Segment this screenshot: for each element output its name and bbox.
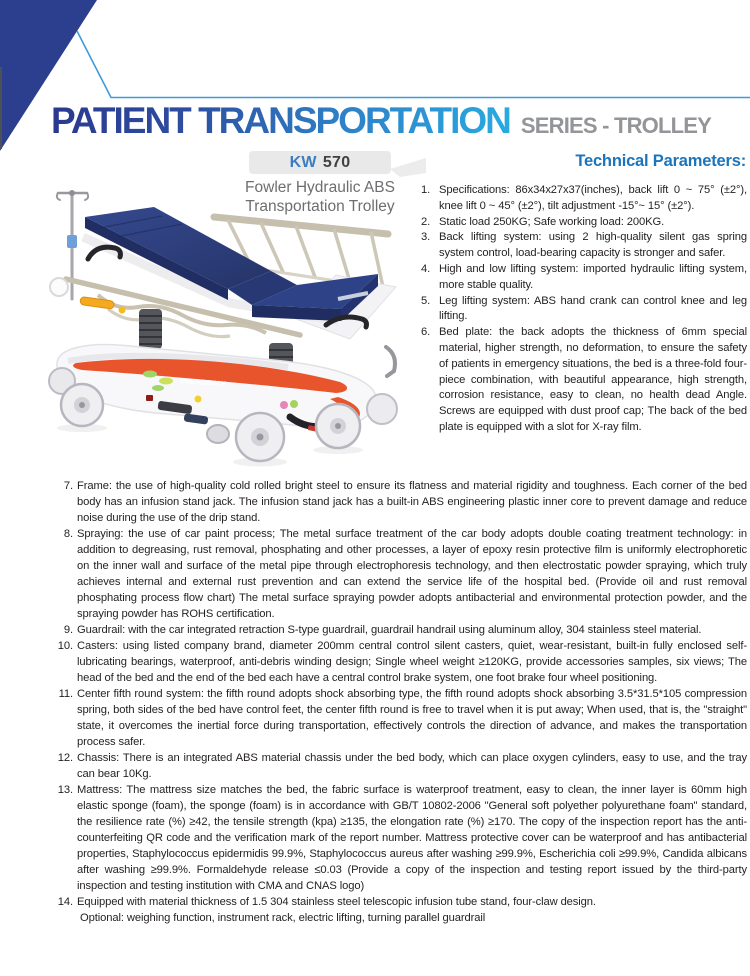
item-text: Bed plate: the back adopts the thickness of 6mm special material, higher strength, no deformation, to ensure the safety of patients in emergency situations, the bed is a three-fold four-piece combination, with beautiful appearance, high strength, corrosion resistance, easy to clean, no health dead Angle. Screws are equipped with dust proof cap; The back of the bed plate is equipped with a slot for X-ray film. [439,326,747,433]
product-name [210,178,430,216]
item-text: Static load 250KG; Safe working load: 200KG. [439,215,665,228]
item-text: Spraying: the use of car paint process; The metal surface treatment of the car body adopts double coating treatment technology: in addition to degreasing, rust removal, phosphating and other processes, a layer of epoxy resin protective film is uniformly electrophoretic on the inner wall and surface of the metal pipe through electrophoresis technology, and then electrostatic powder spraying, which truly achieves internal and external rust prevention and can extend the service life of the hospital bed. (Provide oil and rust removal phosphating process flow chart) The metal surface spraying powder adopts antibacterial and environmental protection powder, and the spraying powder has ROHS certification. [77,528,747,620]
item-number: 12. [57,752,73,764]
item-text: High and low lifting system: imported hydraulic lifting system, more stable quality. [439,262,747,291]
item-number: 2. [421,215,431,228]
tech-parameters-list [421,183,747,436]
item-number: 14. [57,896,73,908]
specifications-list [53,478,747,926]
item-text: Equipped with material thickness of 1.5 304 stainless steel telescopic infusion tube stand, four-claw design. [77,896,596,908]
item-text: Leg lifting system: ABS hand crank can control knee and leg lifting. [439,294,747,323]
spec-item-14 [53,894,747,926]
spec-item-12 [53,750,747,782]
model-number: 570 [322,153,351,171]
spec-item-8 [53,526,747,622]
tech-item-5 [421,294,747,326]
item-number: 7. [63,480,73,492]
item-number: 3. [421,231,431,244]
tech-item-2 [421,215,747,231]
item-number: 5. [421,294,431,307]
spec-item-13 [53,782,747,894]
header-accent-line [0,0,750,110]
item-number: 6. [421,326,431,339]
spec-item-9 [53,622,747,638]
item-text: Specifications: 86x34x27x37(inches), back lift 0 ~ 75° (±2°), knee lift 0 ~ 45° (±2°), tilt adjustment -15°~ 15° (±2°). [439,184,747,212]
tech-item-6 [421,325,747,436]
title-main: PATIENT TRANSPORTATION [51,100,510,141]
item-text: Guardrail: with the car integrated retraction S-type guardrail, guardrail handrail using aluminum alloy, 304 stainless steel material. [77,624,702,636]
corner-bumper [50,278,68,296]
product-name-line1: Fowler Hydraulic ABS [245,179,395,196]
item-number: 1. [421,184,431,196]
tech-parameters-heading: Technical Parameters: [575,152,746,170]
item-text: Frame: the use of high-quality cold rolled bright steel to ensure its flatness and material rigidity and toughness. Each corner of the bed body has an infusion stand jack. The infusion stand jack has a built-in ABS engineering plastic inner core to prevent damage and reduce noise during the use of the drip stand. [77,480,747,524]
optional-note: Optional: weighing function, instrument rack, electric lifting, turning parallel guardrail [80,912,486,924]
spec-item-11 [53,686,747,750]
item-text: Mattress: The mattress size matches the bed, the fabric surface is waterproof treatment, easy to clean, the inner layer is 60mm high elastic sponge (foam), the sponge (foam) is in accordance with GB/T 10802-2006 "General soft polyether polyurethane foam" standard, the resilience rate (%) ≥42, the tensile strength (kpa) ≥135, the elongation rate (%) ≥170. The copy of the inspection report has the anti-counterfeiting QR code and the verification mark of the report number. Mattress protective cover can be waterproof and has antibacterial properties, Staphylococcus epidermidis 99.9%, Staphylococcus aureus after washing ≥99.9%, Escherichia coli ≥99.9%, Candida albicans after washing ≥99.9%. Formaldehyde release ≤0.03 (Provide a copy of the inspection and testing report issued by the third-party inspection and testing institution with CMA and CNAS logo) [77,784,747,892]
item-text: Casters: using listed company brand, diameter 200mm central control silent casters, quiet, wear-resistant, built-in fully enclosed self-lubricating bearings, waterproof, anti-debris winding design; Single wheel weight ≥120KG, provide accessories samples, six views; The head of the bed and the end of the bed each have a central control brake system, one foot brake four wheel positioning. [77,640,747,684]
emergency-label: EMERGENCY [179,378,226,389]
tech-item-1 [421,183,747,215]
item-text: Chassis: There is an integrated ABS material chassis under the bed body, which can place oxygen cylinders, easy to use, and the tray can bear 10Kg. [77,752,747,780]
tech-item-3 [421,230,747,262]
item-number: 10. [57,640,73,652]
item-number: 9. [63,624,73,636]
model-prefix: KW [289,153,317,171]
model-badge [249,151,391,174]
item-text: Back lifting system: using 2 high-quality silent gas spring system control, load-bearing capacity is stronger and safer. [439,231,747,260]
spec-item-10 [53,638,747,686]
spec-item-7 [53,478,747,526]
item-number: 13. [57,784,73,796]
item-number: 8. [63,528,73,540]
product-name-line2: Transportation Trolley [245,198,395,215]
item-number: 4. [421,262,431,275]
page-title [51,100,711,142]
item-text: Center fifth round system: the fifth round adopts shock absorbing type, the fifth round adopts shock absorbing 3.5*31.5*105 compression spring, both sides of the bed have control feet, the center fifth round is free to travel when it is put away; When used, that is, the "straight" state, it overcomes the inertial force during transportation, effectively controls the direction of advance, and makes the transportation process safer. [77,688,747,748]
item-number: 11. [58,688,73,700]
title-series: SERIES - TROLLEY [520,113,712,138]
crank-handle [386,347,395,376]
tech-item-4 [421,262,747,294]
